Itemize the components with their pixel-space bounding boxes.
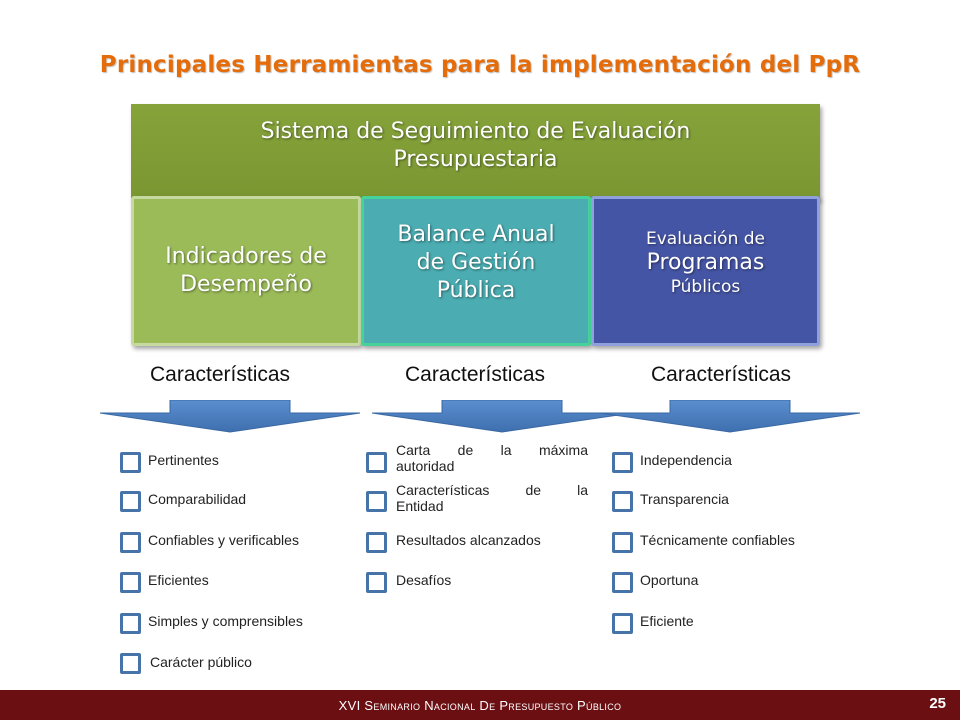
checkbox-icon <box>612 532 633 553</box>
list-item-continuation: autoridad <box>396 458 455 474</box>
checkbox-icon <box>612 613 633 634</box>
checkbox-icon <box>366 452 387 473</box>
list-item-word: la <box>500 442 512 458</box>
list-item: Carácter público <box>150 654 252 670</box>
checkbox-icon <box>120 572 141 593</box>
list-item-word: de <box>457 442 474 458</box>
evaluacion-line1: Evaluación de <box>645 229 766 249</box>
evaluacion-box <box>591 196 820 346</box>
checkbox-icon <box>120 491 141 512</box>
list-item: Comparabilidad <box>148 491 247 507</box>
checkbox-icon <box>120 452 141 473</box>
checkbox-icon <box>612 452 633 473</box>
down-arrow-icon <box>370 400 634 434</box>
characteristics-label-1: Características <box>150 363 291 386</box>
list-item-continuation: Entidad <box>396 498 444 514</box>
checkbox-icon <box>120 653 141 674</box>
system-box <box>131 104 820 200</box>
list-item: Eficientes <box>148 572 209 588</box>
checkbox-icon <box>120 613 141 634</box>
list-item <box>396 442 588 474</box>
list-item: Simples y comprensibles <box>148 613 303 629</box>
list-item: Independencia <box>640 452 732 468</box>
list-item: Confiables y verificables <box>148 532 299 548</box>
list-item-word: Carta <box>396 442 431 458</box>
evaluacion-line2: Programas <box>646 250 765 275</box>
checkbox-icon <box>612 491 633 512</box>
page-number: 25 <box>929 695 946 712</box>
list-item: Pertinentes <box>148 452 219 468</box>
list-item: Transparencia <box>640 491 729 507</box>
list-item: Resultados alcanzados <box>396 532 541 548</box>
system-title-line2: Presupuestaria <box>393 147 558 172</box>
footer-bar <box>0 690 960 720</box>
slide-title: Principales Herramientas para la implementación del PpR <box>99 52 861 78</box>
checkbox-icon <box>366 532 387 553</box>
checkbox-icon <box>366 572 387 593</box>
list-item: Técnicamente confiables <box>640 532 795 548</box>
balance-line1: Balance Anual <box>397 222 555 247</box>
list-item: Oportuna <box>640 572 699 588</box>
balance-line2: de Gestión <box>416 250 536 275</box>
list-item-word: la <box>577 482 588 498</box>
checkbox-icon <box>366 491 387 512</box>
footer-text: XVI Seminario Nacional De Presupuesto Público <box>338 698 622 713</box>
indicadores-line2: Desempeño <box>180 272 312 297</box>
list-item-word: Características <box>396 482 490 498</box>
system-title <box>131 118 820 174</box>
characteristics-label-2: Características <box>405 363 546 386</box>
list-item-word: máxima <box>538 442 588 458</box>
down-arrow-icon <box>98 400 362 434</box>
indicadores-line1: Indicadores de <box>165 244 327 269</box>
checkbox-icon <box>612 572 633 593</box>
checkbox-icon <box>120 532 141 553</box>
down-arrow-icon <box>598 400 862 434</box>
system-title-line1: Sistema de Seguimiento de Evaluación <box>260 119 691 144</box>
evaluacion-line3: Públicos <box>670 277 741 297</box>
characteristics-label-3: Características <box>651 363 792 386</box>
indicadores-box <box>131 196 361 346</box>
list-item: Desafíos <box>396 572 452 588</box>
list-item: Eficiente <box>640 613 694 629</box>
list-item <box>396 482 588 514</box>
list-item-word: de <box>525 482 542 498</box>
balance-box <box>361 196 591 346</box>
balance-line3: Pública <box>436 278 516 303</box>
